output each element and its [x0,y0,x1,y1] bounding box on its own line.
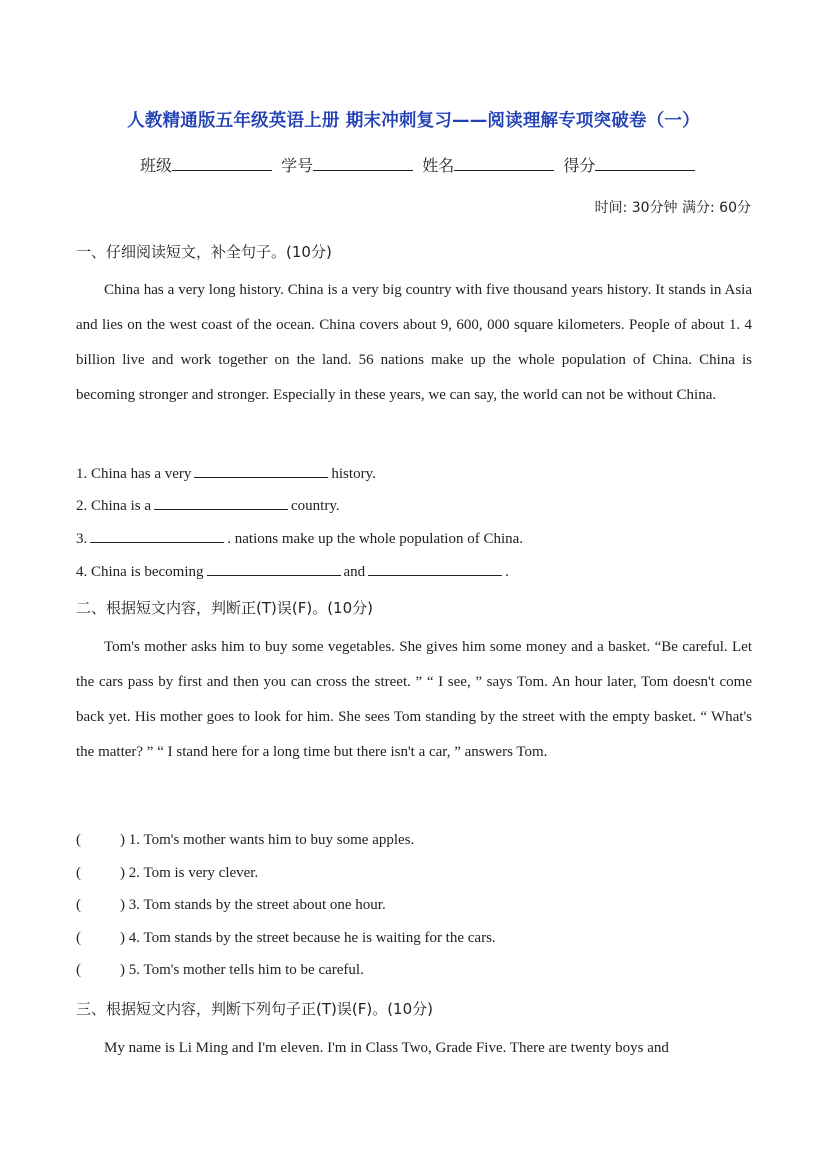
s2-item-text: 5. Tom's mother tells him to be careful. [128,962,364,978]
student-info-line [140,153,699,176]
s2-item-text: 4. Tom stands by the street because he is waiting for the cars. [128,930,496,946]
answer-paren-open: ( [76,832,81,848]
answer-paren-close: ) [120,897,125,913]
s2-item-2 [76,865,258,882]
answer-paren-open: ( [76,930,81,946]
section1-heading: 一、仔细阅读短文，补全句子。(10分) [76,243,332,261]
page-title: 人教精通版五年级英语上册 期末冲刺复习——阅读理解专项突破卷（一） [127,111,700,131]
s1-q2-blank [154,496,288,510]
answer-paren-close: ) [120,832,125,848]
s1-q3-text-b: . nations make up the whole population of China. [227,531,524,547]
answer-paren-open: ( [76,962,81,978]
section2-passage: Tom's mother asks him to buy some vegetables. She gives him some money and a basket. “Be careful. Let the cars pass by first and then you can cross the street. ” “ I see, ” says Tom. An hour later, Tom doesn't come back yet. His mother goes to look for him. She sees Tom standing by the street with the empty basket. “ What's the matter? ” “ I stand here for a long time but there isn't a car, ” answers Tom. [76,639,752,760]
class-blank [172,156,272,171]
s1-question-3 [76,529,523,548]
s1-q1-text-b: history. [331,466,376,482]
s1-q1-text-a: 1. China has a very [76,466,192,482]
time-info: 时间: 30分钟 满分: 60分 [594,200,751,216]
s2-item-4 [76,930,496,947]
score-blank [595,156,695,171]
id-label: 学号 [281,156,314,175]
answer-paren-close: ) [120,930,125,946]
s1-q3-text-a: 3. [76,531,88,547]
s1-q4-blank-2 [368,562,502,576]
s2-item-1 [76,832,414,849]
answer-paren-open: ( [76,865,81,881]
answer-paren-close: ) [120,962,125,978]
s1-question-4 [76,562,509,581]
section3-passage: My name is Li Ming and I'm eleven. I'm in Class Two, Grade Five. There are twenty boys and [104,1040,669,1056]
s2-item-5 [76,962,364,979]
s1-q2-text-a: 2. China is a [76,498,151,514]
s1-q4-text-a: 4. China is becoming [76,564,204,580]
section2-heading: 二、根据短文内容，判断正(T)误(F)。(10分) [76,599,373,617]
name-blank [454,156,554,171]
s1-q4-blank-1 [207,562,341,576]
s1-question-1 [76,464,376,483]
s1-q1-blank [194,464,328,478]
class-label: 班级 [140,156,173,175]
answer-paren-close: ) [120,865,125,881]
s1-q3-blank [90,529,224,543]
name-label: 姓名 [422,156,455,175]
s2-item-3 [76,897,386,914]
s2-item-text: 1. Tom's mother wants him to buy some apples. [128,832,415,848]
section1-passage: China has a very long history. China is a very big country with five thousand years history. It stands in Asia and lies on the west coast of the ocean. China covers about 9, 600, 000 square kilometers. People of about 1. 4 billion live and work together on the land. 56 nations make up the whole population of China. China is becoming stronger and stronger. Especially in these years, we can say, the world can not be without China. [76,282,752,403]
s2-item-text: 3. Tom stands by the street about one hour. [128,897,386,913]
s1-question-2 [76,496,340,515]
answer-paren-open: ( [76,897,81,913]
s1-q4-text-b: and [343,564,366,580]
s2-item-text: 2. Tom is very clever. [128,865,259,881]
id-blank [313,156,413,171]
score-label: 得分 [563,156,596,175]
section3-heading: 三、根据短文内容，判断下列句子正(T)误(F)。(10分) [76,1000,433,1018]
s1-q2-text-b: country. [291,498,340,514]
s1-q4-text-c: . [505,564,509,580]
